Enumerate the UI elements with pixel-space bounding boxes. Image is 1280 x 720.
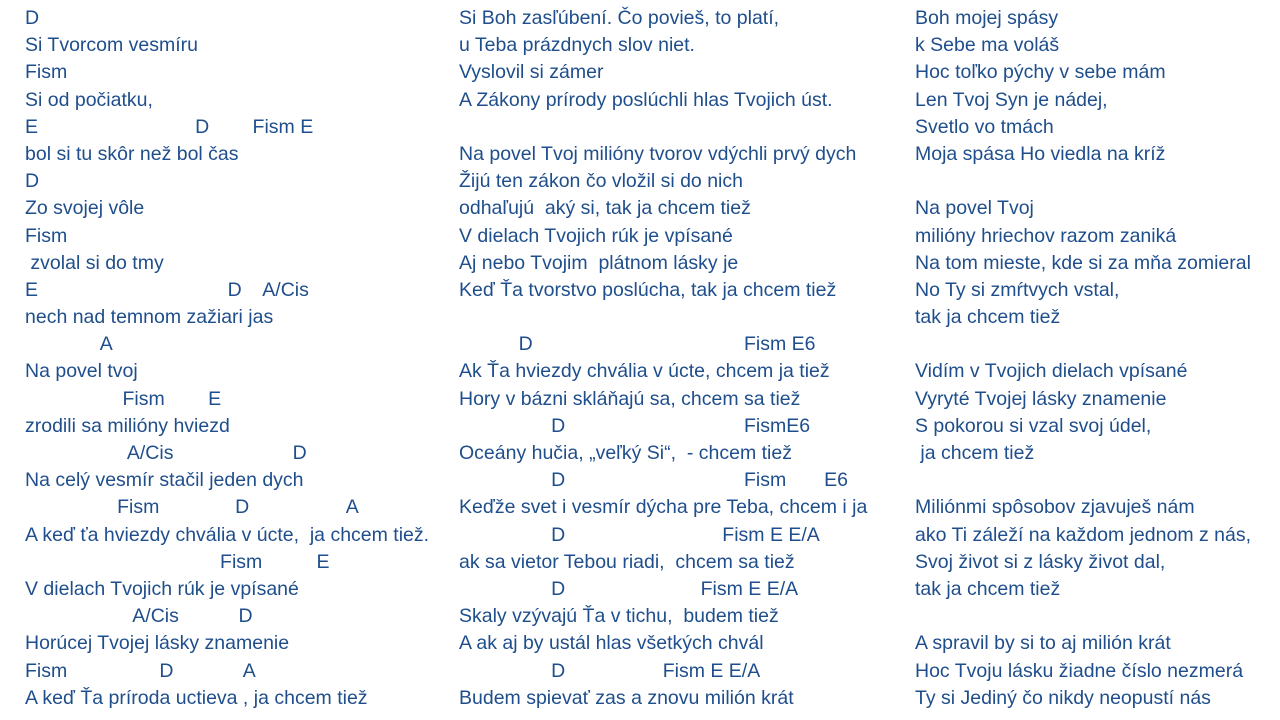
lyric-line: A spravil by si to aj milión krát [915,632,1171,655]
lyric-line: D [25,170,40,193]
lyric-line: Na povel tvoj [25,360,138,383]
lyric-line: Vidím v Tvojich dielach vpísané [915,360,1188,383]
lyric-line: tak ja chcem tiež [915,577,1061,600]
lyric-line: D Fism E E/A [459,577,799,600]
lyric-line: k Sebe ma voláš [915,34,1060,57]
lyric-line: Si od počiatku, [25,88,153,111]
lyric-line: ja chcem tiež [915,442,1035,464]
lyric-line: Budem spievať zas a znovu milión krát [459,686,794,709]
lyric-line: Žijú ten zákon čo vložil si do nich [459,170,743,193]
lyric-line: Na celý vesmír stačil jeden dych [25,469,304,492]
lyric-line: D Fism E6 [459,469,848,492]
lyric-line: Ak Ťa hviezdy chvália v úcte, chcem ja tiež [459,360,830,383]
lyric-line [459,114,899,141]
lyric-line: u Teba prázdnych slov niet. [459,34,695,57]
lyric-line: zrodili sa milióny hviezd [25,414,230,437]
lyrics-column-1 [25,5,455,712]
lyric-line: A [25,333,113,356]
lyric-line: Keď Ťa tvorstvo poslúcha, tak ja chcem tiež [459,278,837,301]
lyric-line: Fism [25,61,68,84]
lyric-line: Fism [25,224,68,247]
lyric-line [915,168,1277,195]
lyric-line: Boh mojej spásy [915,7,1059,29]
lyric-line: Ty si Jediný čo nikdy neopustí nás [915,686,1211,709]
lyric-line [459,304,899,331]
lyric-line: Na povel Tvoj milióny tvorov vdýchli prvý dych [459,142,857,165]
lyric-line: Vyslovil si zámer [459,61,604,84]
lyric-line [915,603,1277,630]
lyric-line: Miliónmi spôsobov zjavuješ nám [915,496,1195,519]
lyric-line: A keď Ťa príroda uctieva , ja chcem tiež [25,686,368,709]
lyric-line: Svoj život si z lásky život dal, [915,550,1166,573]
lyric-line: V dielach Tvojich rúk je vpísané [25,577,299,600]
lyric-line: A/Cis D [25,605,253,628]
lyric-line: A keď ťa hviezdy chvália v úcte, ja chcem tiež. [25,523,430,546]
lyric-line: Svetlo vo tmách [915,115,1054,138]
lyric-line: ak sa vietor Tebou riadi, chcem sa tiež [459,550,795,573]
lyric-line: No Ty si zmŕtvych vstal, [915,278,1120,301]
lyric-line: odhaľujú aký si, tak ja chcem tiež [459,197,751,220]
lyric-line: Len Tvoj Syn je nádej, [915,88,1108,111]
lyric-line: Na tom mieste, kde si za mňa zomieral [915,251,1251,274]
lyric-line: Hory v bázni skláňajú sa, chcem sa tiež [459,387,801,410]
lyric-line: Si Boh zasľúbení. Čo povieš, to platí, [459,7,780,29]
lyric-line: Fism D A [25,659,256,682]
lyric-line: E D A/Cis [25,278,309,301]
lyric-line: S pokorou si vzal svoj údel, [915,414,1152,437]
lyric-line: Fism D A [25,496,359,519]
lyric-line: Hoc Tvoju lásku žiadne číslo nezmerá [915,659,1244,682]
lyric-line: Zo svojej vôle [25,197,145,220]
lyric-line: Oceány hučia, „veľký Si“, - chcem tiež [459,442,792,464]
lyric-line: Aj nebo Tvojim plátnom lásky je [459,251,739,274]
lyric-line: A ak aj by ustál hlas všetkých chvál [459,632,764,655]
lyric-line: E D Fism E [25,115,314,138]
lyric-line [915,331,1277,358]
lyric-line: A Zákony prírody poslúchli hlas Tvojich úst. [459,88,833,111]
lyric-line: Vyryté Tvojej lásky znamenie [915,387,1167,410]
lyric-line: Skaly vzývajú Ťa v tichu, budem tiež [459,605,779,628]
lyric-line: ako Ti záleží na každom jednom z nás, [915,523,1252,546]
lyric-line: D FismE6 [459,414,811,437]
lyric-line: Horúcej Tvojej lásky znamenie [25,632,290,655]
lyric-line [915,467,1277,494]
lyrics-column-2 [459,5,899,712]
lyric-line: V dielach Tvojich rúk je vpísané [459,224,733,247]
lyric-line: Moja spása Ho viedla na kríž [915,142,1166,165]
lyric-line: D Fism E6 [459,333,816,356]
lyric-line: Keďže svet i vesmír dýcha pre Teba, chcem i ja [459,496,868,519]
lyric-line: bol si tu skôr než bol čas [25,142,239,165]
lyrics-column-3 [915,5,1277,712]
lyric-line: Na povel Tvoj [915,197,1034,220]
lyric-line: Fism E [25,550,330,573]
lyric-line: Si Tvorcom vesmíru [25,34,199,57]
lyric-line: D [25,7,40,29]
lyric-line: Fism E [25,387,222,410]
lyric-line: A/Cis D [25,442,307,464]
lyric-line: nech nad temnom zažiari jas [25,306,274,329]
lyric-line: tak ja chcem tiež [915,306,1061,329]
lyric-line: Hoc toľko pýchy v sebe mám [915,61,1166,84]
lyric-line: D Fism E E/A [459,523,820,546]
lyric-line: milióny hriechov razom zaniká [915,224,1177,247]
lyric-line: D Fism E E/A [459,659,761,682]
lyric-line: zvolal si do tmy [25,251,164,274]
